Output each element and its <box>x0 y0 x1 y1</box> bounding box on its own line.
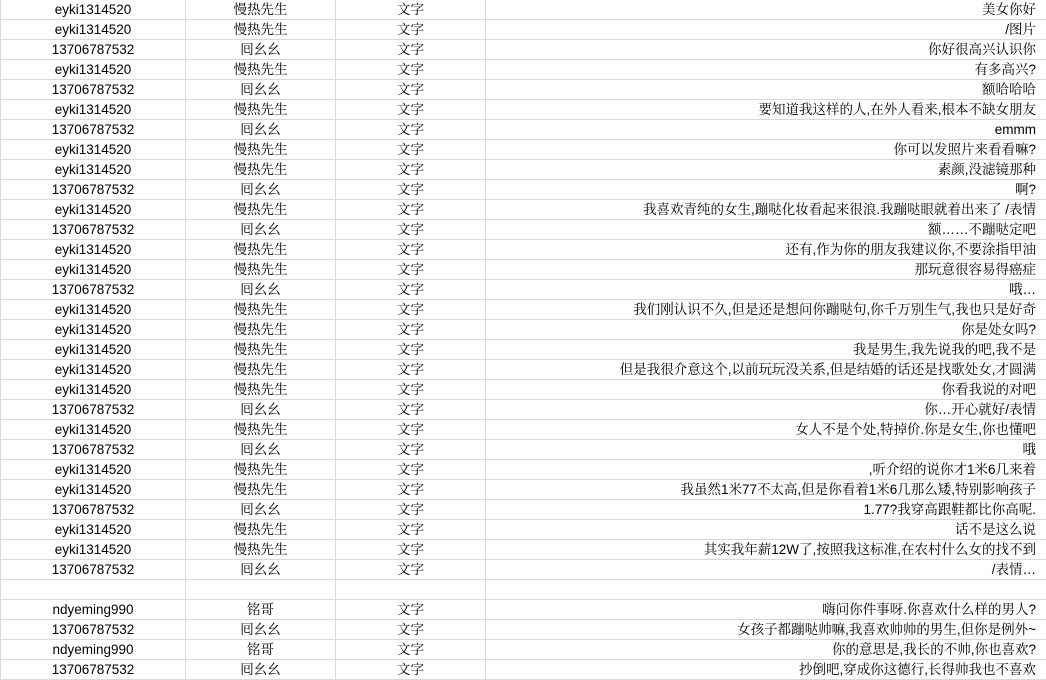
cell-account-id: eyki1314520 <box>1 260 186 280</box>
cell-display-name: 慢热先生 <box>186 200 336 220</box>
table-row <box>1 80 1046 100</box>
cell-message: 但是我很介意这个,以前玩玩没关系,但是结婚的话还是找歌处女,才圆满 <box>486 360 1046 380</box>
cell-message: 抄倒吧,穿成你这德行,长得帅我也不喜欢 <box>486 660 1046 680</box>
cell-account-id: eyki1314520 <box>1 0 186 20</box>
cell-message-type: 文字 <box>336 640 486 660</box>
cell-display-name: 铭哥 <box>186 640 336 660</box>
cell-message: /表情… <box>486 560 1046 580</box>
cell-display-name: 慢热先生 <box>186 140 336 160</box>
cell-message: 你看我说的对吧 <box>486 380 1046 400</box>
cell-message-type: 文字 <box>336 300 486 320</box>
cell-message: 还有,作为你的朋友我建议你,不要涂指甲油 <box>486 240 1046 260</box>
cell-display-name: 慢热先生 <box>186 0 336 20</box>
table-row <box>1 0 1046 20</box>
table-row <box>1 40 1046 60</box>
cell-message-type: 文字 <box>336 220 486 240</box>
table-row <box>1 320 1046 340</box>
cell-message-type: 文字 <box>336 160 486 180</box>
cell-message: 哦… <box>486 280 1046 300</box>
cell-account-id: eyki1314520 <box>1 520 186 540</box>
cell-display-name: 慢热先生 <box>186 480 336 500</box>
cell-message-type: 文字 <box>336 200 486 220</box>
cell-display-name: 囘幺幺 <box>186 500 336 520</box>
cell-message: 1.77?我穿高跟鞋都比你高呢. <box>486 500 1046 520</box>
cell-message: 美女你好 <box>486 0 1046 20</box>
cell-message-type: 文字 <box>336 240 486 260</box>
cell-message: 额哈哈哈 <box>486 80 1046 100</box>
table-row <box>1 240 1046 260</box>
cell-display-name <box>186 580 336 600</box>
cell-message-type: 文字 <box>336 120 486 140</box>
cell-account-id: 13706787532 <box>1 80 186 100</box>
cell-message: /图片 <box>486 20 1046 40</box>
cell-account-id: 13706787532 <box>1 180 186 200</box>
cell-display-name: 慢热先生 <box>186 100 336 120</box>
cell-account-id: eyki1314520 <box>1 360 186 380</box>
table-row <box>1 160 1046 180</box>
cell-message: 我喜欢青纯的女生,蹦哒化妆看起来很浪.我蹦哒眼就着出来了 /表情 <box>486 200 1046 220</box>
table-row <box>1 560 1046 580</box>
cell-display-name: 囘幺幺 <box>186 280 336 300</box>
cell-display-name: 慢热先生 <box>186 420 336 440</box>
cell-account-id: eyki1314520 <box>1 140 186 160</box>
table-row <box>1 20 1046 40</box>
cell-display-name: 囘幺幺 <box>186 440 336 460</box>
cell-account-id: eyki1314520 <box>1 340 186 360</box>
cell-message-type: 文字 <box>336 540 486 560</box>
cell-display-name: 慢热先生 <box>186 20 336 40</box>
table-row <box>1 340 1046 360</box>
cell-message-type: 文字 <box>336 620 486 640</box>
table-row <box>1 640 1046 660</box>
cell-message: 额……不蹦哒定吧 <box>486 220 1046 240</box>
table-row <box>1 100 1046 120</box>
cell-display-name: 慢热先生 <box>186 60 336 80</box>
cell-account-id: 13706787532 <box>1 120 186 140</box>
cell-display-name: 囘幺幺 <box>186 120 336 140</box>
table-row <box>1 540 1046 560</box>
cell-account-id: 13706787532 <box>1 440 186 460</box>
cell-message-type: 文字 <box>336 500 486 520</box>
table-row <box>1 60 1046 80</box>
cell-message-type: 文字 <box>336 440 486 460</box>
cell-message: 哦 <box>486 440 1046 460</box>
cell-account-id: 13706787532 <box>1 40 186 60</box>
cell-account-id: eyki1314520 <box>1 420 186 440</box>
cell-message-type: 文字 <box>336 380 486 400</box>
cell-message: 话不是这么说 <box>486 520 1046 540</box>
cell-message <box>486 580 1046 600</box>
table-row <box>1 620 1046 640</box>
table-row <box>1 380 1046 400</box>
cell-display-name: 囘幺幺 <box>186 80 336 100</box>
cell-message: 你好很高兴认识你 <box>486 40 1046 60</box>
cell-account-id: eyki1314520 <box>1 20 186 40</box>
cell-account-id: 13706787532 <box>1 660 186 680</box>
cell-message: 嗨问你件事呀.你喜欢什么样的男人? <box>486 600 1046 620</box>
cell-account-id: eyki1314520 <box>1 380 186 400</box>
table-row <box>1 300 1046 320</box>
cell-display-name: 慢热先生 <box>186 340 336 360</box>
table-row <box>1 140 1046 160</box>
table-row <box>1 480 1046 500</box>
table-row <box>1 580 1046 600</box>
cell-message-type: 文字 <box>336 420 486 440</box>
cell-message-type: 文字 <box>336 260 486 280</box>
cell-message-type: 文字 <box>336 340 486 360</box>
table-row <box>1 280 1046 300</box>
chat-log-body <box>1 0 1046 680</box>
cell-message-type: 文字 <box>336 520 486 540</box>
cell-message: 女人不是个处,特掉价.你是女生,你也懂吧 <box>486 420 1046 440</box>
cell-message-type: 文字 <box>336 20 486 40</box>
cell-message-type: 文字 <box>336 460 486 480</box>
cell-display-name: 囘幺幺 <box>186 180 336 200</box>
table-row <box>1 400 1046 420</box>
table-row <box>1 180 1046 200</box>
cell-message: 那玩意很容易得癌症 <box>486 260 1046 280</box>
cell-account-id: 13706787532 <box>1 500 186 520</box>
cell-message-type: 文字 <box>336 0 486 20</box>
table-row <box>1 460 1046 480</box>
cell-message: 你…开心就好/表情 <box>486 400 1046 420</box>
table-row <box>1 260 1046 280</box>
table-row <box>1 500 1046 520</box>
cell-account-id: eyki1314520 <box>1 240 186 260</box>
cell-display-name: 慢热先生 <box>186 460 336 480</box>
cell-message-type: 文字 <box>336 180 486 200</box>
cell-display-name: 慢热先生 <box>186 320 336 340</box>
cell-message-type: 文字 <box>336 560 486 580</box>
cell-message: ,听介绍的说你才1米6几来着 <box>486 460 1046 480</box>
cell-account-id: ndyeming990 <box>1 640 186 660</box>
cell-display-name: 慢热先生 <box>186 240 336 260</box>
cell-message: 要知道我这样的人,在外人看来,根本不缺女朋友 <box>486 100 1046 120</box>
cell-account-id: eyki1314520 <box>1 200 186 220</box>
cell-message: 你可以发照片来看看嘛? <box>486 140 1046 160</box>
cell-message: 我虽然1米77不太高,但是你看着1米6几那么矮,特别影响孩子 <box>486 480 1046 500</box>
cell-message-type <box>336 580 486 600</box>
cell-account-id: eyki1314520 <box>1 480 186 500</box>
cell-display-name: 慢热先生 <box>186 380 336 400</box>
cell-account-id: 13706787532 <box>1 220 186 240</box>
cell-display-name: 慢热先生 <box>186 300 336 320</box>
cell-account-id: ndyeming990 <box>1 600 186 620</box>
cell-account-id: eyki1314520 <box>1 320 186 340</box>
cell-message: 你的意思是,我长的不帅,你也喜欢? <box>486 640 1046 660</box>
cell-account-id: eyki1314520 <box>1 460 186 480</box>
cell-message: 我们刚认识不久,但是还是想问你蹦哒句,你千万别生气,我也只是好奇 <box>486 300 1046 320</box>
cell-message-type: 文字 <box>336 280 486 300</box>
cell-account-id: eyki1314520 <box>1 100 186 120</box>
cell-account-id: 13706787532 <box>1 620 186 640</box>
cell-account-id: eyki1314520 <box>1 60 186 80</box>
table-row <box>1 120 1046 140</box>
cell-message-type: 文字 <box>336 600 486 620</box>
cell-message-type: 文字 <box>336 140 486 160</box>
cell-account-id <box>1 580 186 600</box>
cell-display-name: 囘幺幺 <box>186 620 336 640</box>
cell-message: 我是男生,我先说我的吧,我不是 <box>486 340 1046 360</box>
cell-account-id: 13706787532 <box>1 280 186 300</box>
cell-message: 其实我年薪12W了,按照我这标准,在农村什么女的找不到 <box>486 540 1046 560</box>
cell-message-type: 文字 <box>336 360 486 380</box>
cell-message: 啊? <box>486 180 1046 200</box>
cell-message-type: 文字 <box>336 100 486 120</box>
table-row <box>1 360 1046 380</box>
cell-account-id: eyki1314520 <box>1 540 186 560</box>
cell-message-type: 文字 <box>336 660 486 680</box>
cell-display-name: 慢热先生 <box>186 360 336 380</box>
table-row <box>1 220 1046 240</box>
cell-display-name: 慢热先生 <box>186 520 336 540</box>
cell-message-type: 文字 <box>336 80 486 100</box>
cell-message-type: 文字 <box>336 320 486 340</box>
cell-message-type: 文字 <box>336 60 486 80</box>
cell-display-name: 囘幺幺 <box>186 400 336 420</box>
cell-display-name: 囘幺幺 <box>186 660 336 680</box>
table-row <box>1 440 1046 460</box>
cell-message: 有多高兴? <box>486 60 1046 80</box>
cell-message: emmm <box>486 120 1046 140</box>
table-row <box>1 520 1046 540</box>
table-row <box>1 600 1046 620</box>
cell-display-name: 慢热先生 <box>186 260 336 280</box>
cell-message: 你是处女吗? <box>486 320 1046 340</box>
table-row <box>1 660 1046 680</box>
cell-message-type: 文字 <box>336 480 486 500</box>
cell-display-name: 铭哥 <box>186 600 336 620</box>
cell-display-name: 慢热先生 <box>186 160 336 180</box>
table-row <box>1 200 1046 220</box>
cell-display-name: 囘幺幺 <box>186 560 336 580</box>
cell-display-name: 囘幺幺 <box>186 220 336 240</box>
cell-message: 女孩子都蹦哒帅嘛,我喜欢帅帅的男生,但你是例外~ <box>486 620 1046 640</box>
cell-account-id: 13706787532 <box>1 400 186 420</box>
cell-account-id: eyki1314520 <box>1 300 186 320</box>
cell-account-id: 13706787532 <box>1 560 186 580</box>
cell-account-id: eyki1314520 <box>1 160 186 180</box>
cell-message-type: 文字 <box>336 400 486 420</box>
cell-message-type: 文字 <box>336 40 486 60</box>
table-row <box>1 420 1046 440</box>
cell-display-name: 囘幺幺 <box>186 40 336 60</box>
cell-display-name: 慢热先生 <box>186 540 336 560</box>
cell-message: 素颜,没滤镜那种 <box>486 160 1046 180</box>
